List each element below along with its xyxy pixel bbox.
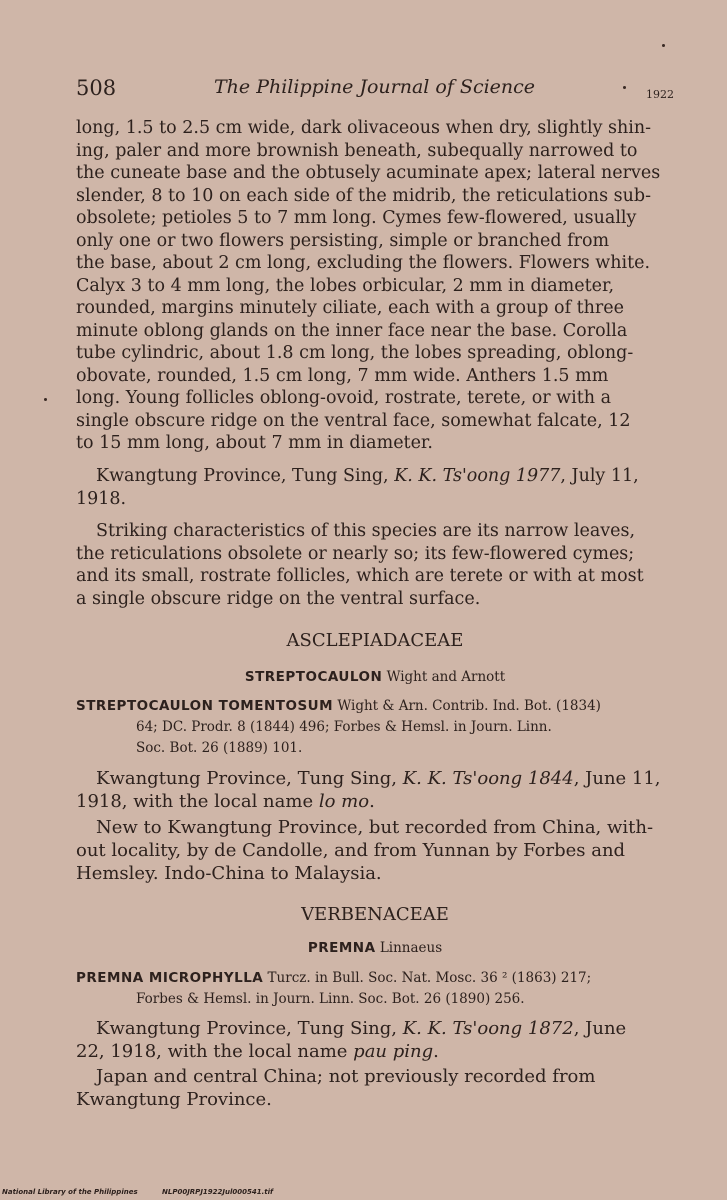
species-citation: PREMNA MICROPHYLLA Turcz. in Bull. Soc. Nat. Mosc. 36 ² (1863) 217; xyxy=(76,970,592,986)
text-line: minute oblong glands on the inner face near the base. Corolla xyxy=(76,320,628,341)
text-line: 1918. xyxy=(76,488,127,509)
text-line: slender, 8 to 10 on each side of the midrib, the reticulations sub- xyxy=(76,185,651,206)
text-line: Hemsley. Indo-China to Malaysia. xyxy=(76,863,382,884)
genus-heading: PREMNA Linnaeus xyxy=(307,940,443,956)
running-head: The Philippine Journal of Science xyxy=(214,76,536,98)
text-line: long. Young follicles oblong-ovoid, rostrate, terete, or with a xyxy=(76,388,612,408)
text-line: a single obscure ridge on the ventral surface. xyxy=(76,588,481,609)
text-line: New to Kwangtung Province, but recorded from China, with- xyxy=(96,817,654,838)
collection-record: Kwangtung Province, Tung Sing, K. K. Ts'oong 1844, June 11, xyxy=(96,768,661,789)
family-heading: ASCLEPIADACEAE xyxy=(286,630,464,651)
species-name: STREPTOCAULON TOMENTOSUM xyxy=(76,698,334,714)
collection-record: Kwangtung Province, Tung Sing, K. K. Ts'oong 1872, June xyxy=(96,1018,627,1039)
text-line: long, 1.5 to 2.5 cm wide, dark olivaceous when dry, slightly shin- xyxy=(76,118,652,138)
text-line: 22, 1918, with the local name pau ping. xyxy=(76,1041,439,1062)
citation-line: Forbes & Hemsl. in Journ. Linn. Soc. Bot. 26 (1890) 256. xyxy=(136,991,525,1007)
citation-line: 64; DC. Prodr. 8 (1844) 496; Forbes & Hemsl. in Journ. Linn. xyxy=(136,719,552,735)
text-line: 1918, with the local name lo mo. xyxy=(76,791,375,812)
text-line: single obscure ridge on the ventral face, somewhat falcate, 12 xyxy=(76,410,631,431)
text-line: ing, paler and more brownish beneath, subequally narrowed to xyxy=(76,140,638,161)
species-citation: STREPTOCAULON TOMENTOSUM Wight & Arn. Contrib. Ind. Bot. (1834) xyxy=(76,698,601,714)
text-line: and its small, rostrate follicles, which are terete or with at most xyxy=(76,566,644,586)
text-line: rounded, margins minutely ciliate, each with a group of three xyxy=(76,298,625,318)
text-line: out locality, by de Candolle, and from Yunnan by Forbes and xyxy=(76,840,626,861)
local-name: pau ping xyxy=(353,1041,434,1062)
family-heading: VERBENACEAE xyxy=(301,904,449,925)
collector-number: K. K. Ts'oong 1844 xyxy=(402,768,574,789)
genus-heading: STREPTOCAULON Wight and Arnott xyxy=(244,669,506,685)
species-name: PREMNA MICROPHYLLA xyxy=(76,970,264,986)
text-line: the cuneate base and the obtusely acuminate apex; lateral nerves xyxy=(76,163,661,183)
text-line: the reticulations obsolete or nearly so; its few-flowered cymes; xyxy=(76,543,635,564)
speck-mark xyxy=(44,398,47,401)
page-number: 508 xyxy=(76,76,117,100)
citation-line: Soc. Bot. 26 (1889) 101. xyxy=(136,740,303,756)
text-line: the base, about 2 cm long, excluding the flowers. Flowers white. xyxy=(76,253,651,273)
local-name: lo mo xyxy=(318,791,370,812)
speck-mark xyxy=(662,44,665,47)
footer-library: National Library of the Philippines xyxy=(2,1188,138,1196)
text-line: Kwangtung Province. xyxy=(76,1089,272,1110)
text-line: tube cylindric, about 1.8 cm long, the lobes spreading, oblong- xyxy=(76,343,634,363)
text-line: to 15 mm long, about 7 mm in diameter. xyxy=(76,433,433,453)
speck-mark xyxy=(623,86,626,89)
text-line: Calyx 3 to 4 mm long, the lobes orbicular, 2 mm in diameter, xyxy=(76,275,615,296)
text-line: obsolete; petioles 5 to 7 mm long. Cymes few-flowered, usually xyxy=(76,208,637,228)
collector-number: K. K. Ts'oong 1872 xyxy=(402,1018,574,1039)
text-line: Striking characteristics of this species are its narrow leaves, xyxy=(96,521,636,541)
header-year: 1922 xyxy=(646,88,674,101)
collector-number: K. K. Ts'oong 1977 xyxy=(394,466,561,486)
text-line: Japan and central China; not previously recorded from xyxy=(96,1066,596,1087)
text-line: obovate, rounded, 1.5 cm long, 7 mm wide. Anthers 1.5 mm xyxy=(76,365,609,386)
collection-record: Kwangtung Province, Tung Sing, K. K. Ts'oong 1977, July 11, xyxy=(96,466,639,486)
text-line: only one or two flowers persisting, simple or branched from xyxy=(76,230,610,251)
footer-file-id: NLP00JRPJ1922Jul000541.tif xyxy=(162,1188,274,1196)
